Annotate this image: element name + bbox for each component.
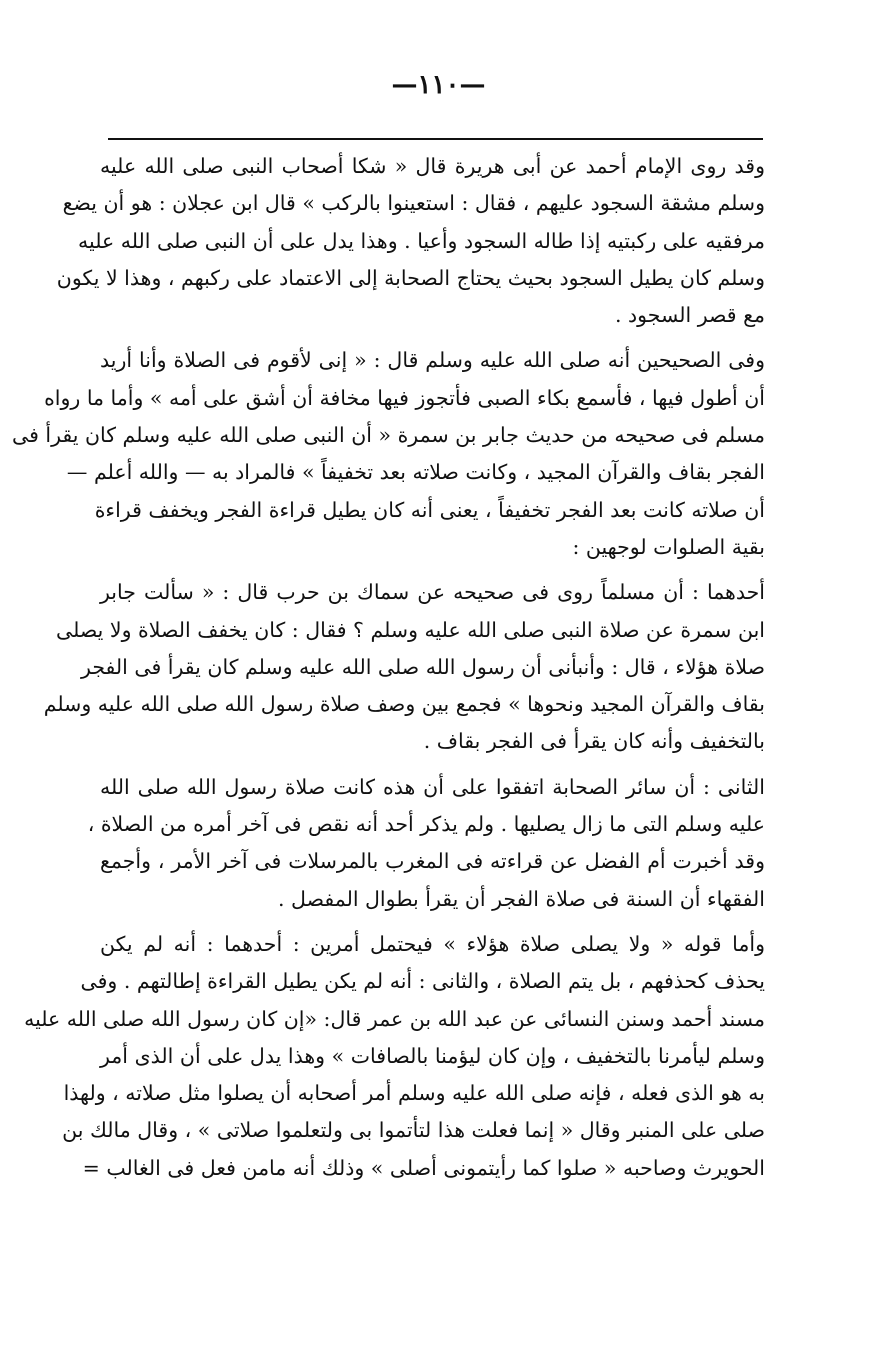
text-line: صلى على المنبر وقال « إنما فعلت هذا لتأتموا بى ولتعلموا صلاتى » ، وقال مالك بن: [62, 1118, 765, 1143]
text-line: وقد أخبرت أم الفضل عن قراءته فى المغرب بالمرسلات فى آخر الأمر ، وأجمع: [100, 849, 765, 874]
text-line: أن صلاته كانت بعد الفجر تخفيفاً ، يعنى أنه كان يطيل قراءة الفجر ويخفف قراءة: [94, 497, 765, 522]
text-line: الفقهاء أن السنة فى صلاة الفجر أن يقرأ بطوال المفصل .: [278, 886, 765, 911]
text-line: مرفقيه على ركبتيه إذا طاله السجود وأعيا . وهذا يدل على أن النبى صلى الله عليه: [78, 228, 765, 253]
text-line: بقية الصلوات لوجهين :: [572, 534, 765, 559]
text-line: بالتخفيف وأنه كان يقرأ فى الفجر بقاف .: [423, 729, 765, 754]
paragraph: [11, 342, 765, 566]
text-line: عليه وسلم التى ما زال يصليها . ولم يذكر أحد أنه نقص فى آخر أمره من الصلاة ،: [87, 812, 765, 837]
text-body: [11, 148, 765, 1195]
text-line: أن أطول فيها ، فأسمع بكاء الصبى فأتجوز فيها مخافة أن أشق على أمه » وأما ما رواه: [44, 385, 765, 410]
text-line: مسلم فى صحيحه من حديث جابر بن سمرة « أن النبى صلى الله عليه وسلم كان يقرأ فى: [11, 423, 765, 448]
paragraph: [43, 574, 765, 760]
text-line: أحدهما : أن مسلماً روى فى صحيحه عن سماك بن حرب قال : « سألت جابر: [100, 580, 765, 605]
paragraph: [24, 926, 765, 1187]
text-line: وقد روى الإمام أحمد عن أبى هريرة قال « شكا أصحاب النبى صلى الله عليه: [100, 154, 765, 178]
text-line: به هو الذى فعله ، فإنه صلى الله عليه وسلم أمر أصحابه أن يصلوا مثل صلاته ، ولهذا: [63, 1081, 765, 1106]
text-line: مسند أحمد وسنن النسائى عن عبد الله بن عمر قال: «إن كان رسول الله صلى الله عليه: [24, 1006, 765, 1031]
text-line: وأما قوله « ولا يصلى صلاة هؤلاء » فيحتمل أمرين : أحدهما : أنه لم يكن: [100, 931, 765, 956]
paragraph: [56, 148, 765, 334]
text-line: مع قصر السجود .: [614, 303, 765, 328]
text-line: صلاة هؤلاء ، قال : وأنبأنى أن رسول الله صلى الله عليه وسلم كان يقرأ فى الفجر: [81, 654, 765, 679]
text-line: الفجر بقاف والقرآن المجيد ، وكانت صلاته بعد تخفيفاً » فالمراد به — والله أعلم —: [66, 460, 765, 485]
text-line: وفى الصحيحين أنه صلى الله عليه وسلم قال : « إنى لأقوم فى الصلاة وأنا أريد: [100, 348, 765, 373]
page-number: —١١٠—: [391, 70, 486, 100]
text-line: الحويرث وصاحبه « صلوا كما رأيتمونى أصلى » وذلك أنه مامن فعل فى الغالب =: [82, 1155, 765, 1180]
header-rule: [108, 138, 763, 140]
text-line: ابن سمرة عن صلاة النبى صلى الله عليه وسلم ؟ فقال : كان يخفف الصلاة ولا يصلى: [56, 617, 765, 642]
text-line: وسلم ليأمرنا بالتخفيف ، وإن كان ليؤمنا بالصافات » وهذا يدل على أن الذى أمر: [100, 1043, 765, 1068]
text-line: بقاف والقرآن المجيد ونحوها » فجمع بين وصف صلاة رسول الله صلى الله عليه وسلم: [43, 692, 765, 717]
paragraph: [87, 769, 765, 918]
text-line: وسلم كان يطيل السجود بحيث يحتاج الصحابة إلى الاعتماد على ركبهم ، وهذا لا يكون: [56, 265, 765, 290]
text-line: يحذف كحذفهم ، بل يتم الصلاة ، والثانى : أنه لم يكن يطيل القراءة إطالتهم . وفى: [80, 969, 765, 994]
text-line: الثانى : أن سائر الصحابة اتفقوا على أن هذه كانت صلاة رسول الله صلى الله: [100, 774, 765, 799]
text-line: وسلم مشقة السجود عليهم ، فقال : استعينوا بالركب » قال ابن عجلان : هو أن يضع: [62, 191, 765, 216]
